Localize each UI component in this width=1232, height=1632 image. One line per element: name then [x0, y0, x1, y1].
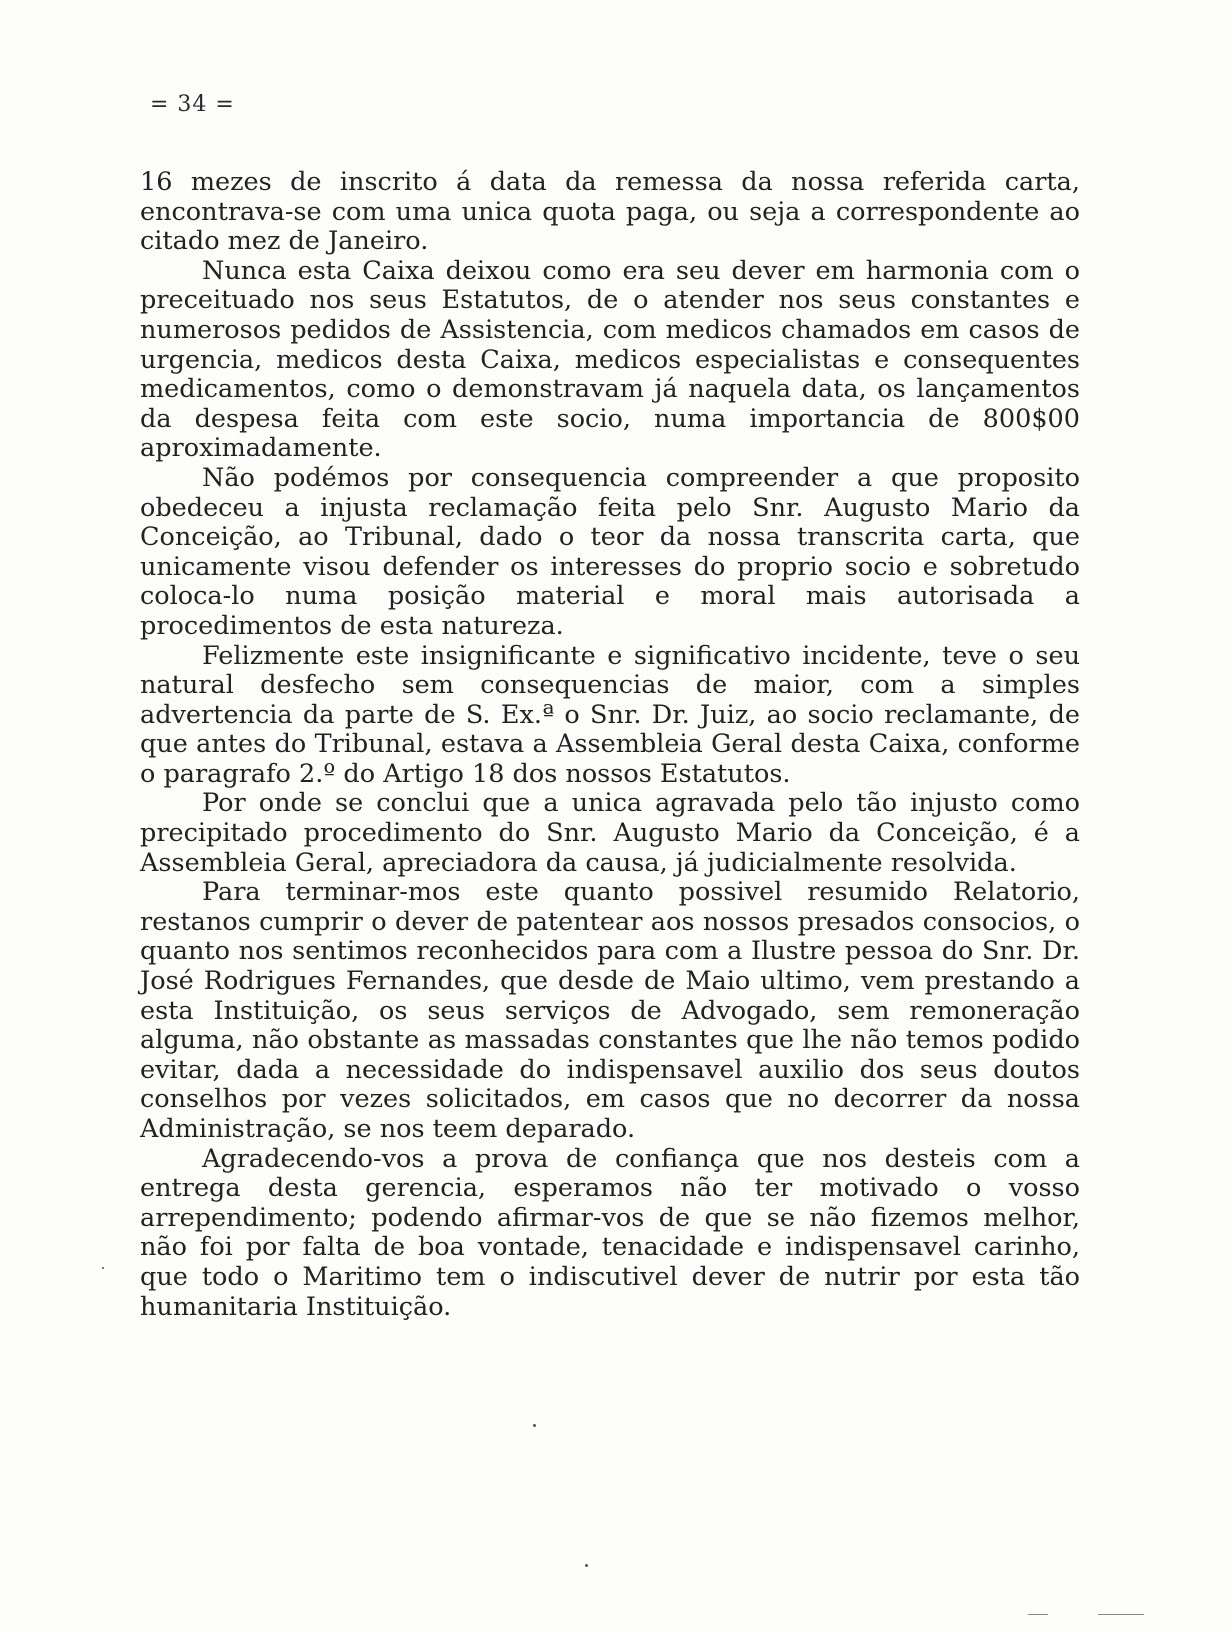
- page-number: = 34 =: [150, 92, 235, 117]
- scan-speck: [533, 1424, 536, 1427]
- paragraph-2: Nunca esta Caixa deixou como era seu dever em harmonia com o preceituado nos seus Estatutos, de o atender nos seus constantes e numerosos pedidos de Assistencia, com medicos chamados em casos de urgencia, medicos desta Caixa, medicos especialistas e consequentes medicamentos, como o demonstravam já naquela data, os lançamentos da despesa feita com este socio, numa importancia de 800$00 aproximadamente.: [140, 255, 1080, 464]
- scan-speck: [102, 1267, 104, 1269]
- paragraph-5: Por onde se conclui que a unica agravada pelo tão injusto como precipitado procedimento do Snr. Augusto Mario da Conceição, é a Assembleia Geral, apreciadora da causa, já judicialmente resolvida.: [140, 788, 1080, 878]
- paragraph-6: Para terminar-mos este quanto possivel resumido Relatorio, restanos cumprir o dever de patentear aos nossos presados consocios, o quanto nos sentimos reconhecidos para com a Ilustre pessoa do Snr. Dr. José Rodrigues Fernandes, que desde de Maio ultimo, vem prestando a esta Instituição, os seus serviços de Advogado, sem remoneração alguma, não obstante as massadas constantes que lhe não temos podido evitar, dada a necessidade do indispensavel auxilio dos seus doutos conselhos por vezes solicitados, em casos que no decorrer da nossa Administração, se nos teem deparado.: [140, 877, 1080, 1144]
- paragraph-1: 16 mezes de inscrito á data da remessa da nossa referida carta, encontrava-se com uma unica quota paga, ou seja a correspondente ao citado mez de Janeiro.: [140, 167, 1080, 257]
- paragraph-3: Não podémos por consequencia compreender a que proposito obedeceu a injusta reclamação feita pelo Snr. Augusto Mario da Conceição, ao Tribunal, dado o teor da nossa transcrita carta, que unicamente visou defender os interesses do proprio socio e sobretudo coloca-lo numa posição material e moral mais autorisada a procedimentos de esta natureza.: [140, 462, 1080, 641]
- scan-mark: [1028, 1614, 1048, 1615]
- paragraph-4: Felizmente este insignificante e significativo incidente, teve o seu natural desfecho sem consequencias de maior, com a simples advertencia da parte de S. Ex.ª o Snr. Dr. Juiz, ao socio reclamante, de que antes do Tribunal, estava a Assembleia Geral desta Caixa, conforme o paragrafo 2.º do Artigo 18 dos nossos Estatutos.: [140, 640, 1080, 789]
- body-text: [140, 168, 1080, 1322]
- scan-speck: [585, 1564, 588, 1567]
- scan-mark: [1098, 1614, 1144, 1615]
- paragraph-7: Agradecendo-vos a prova de confiança que nos desteis com a entrega desta gerencia, esperamos não ter motivado o vosso arrependimento; podendo afirmar-vos de que se não fizemos melhor, não foi por falta de boa vontade, tenacidade e indispensavel carinho, que todo o Maritimo tem o indiscutivel dever de nutrir por esta tão humanitaria Instituição.: [140, 1143, 1080, 1322]
